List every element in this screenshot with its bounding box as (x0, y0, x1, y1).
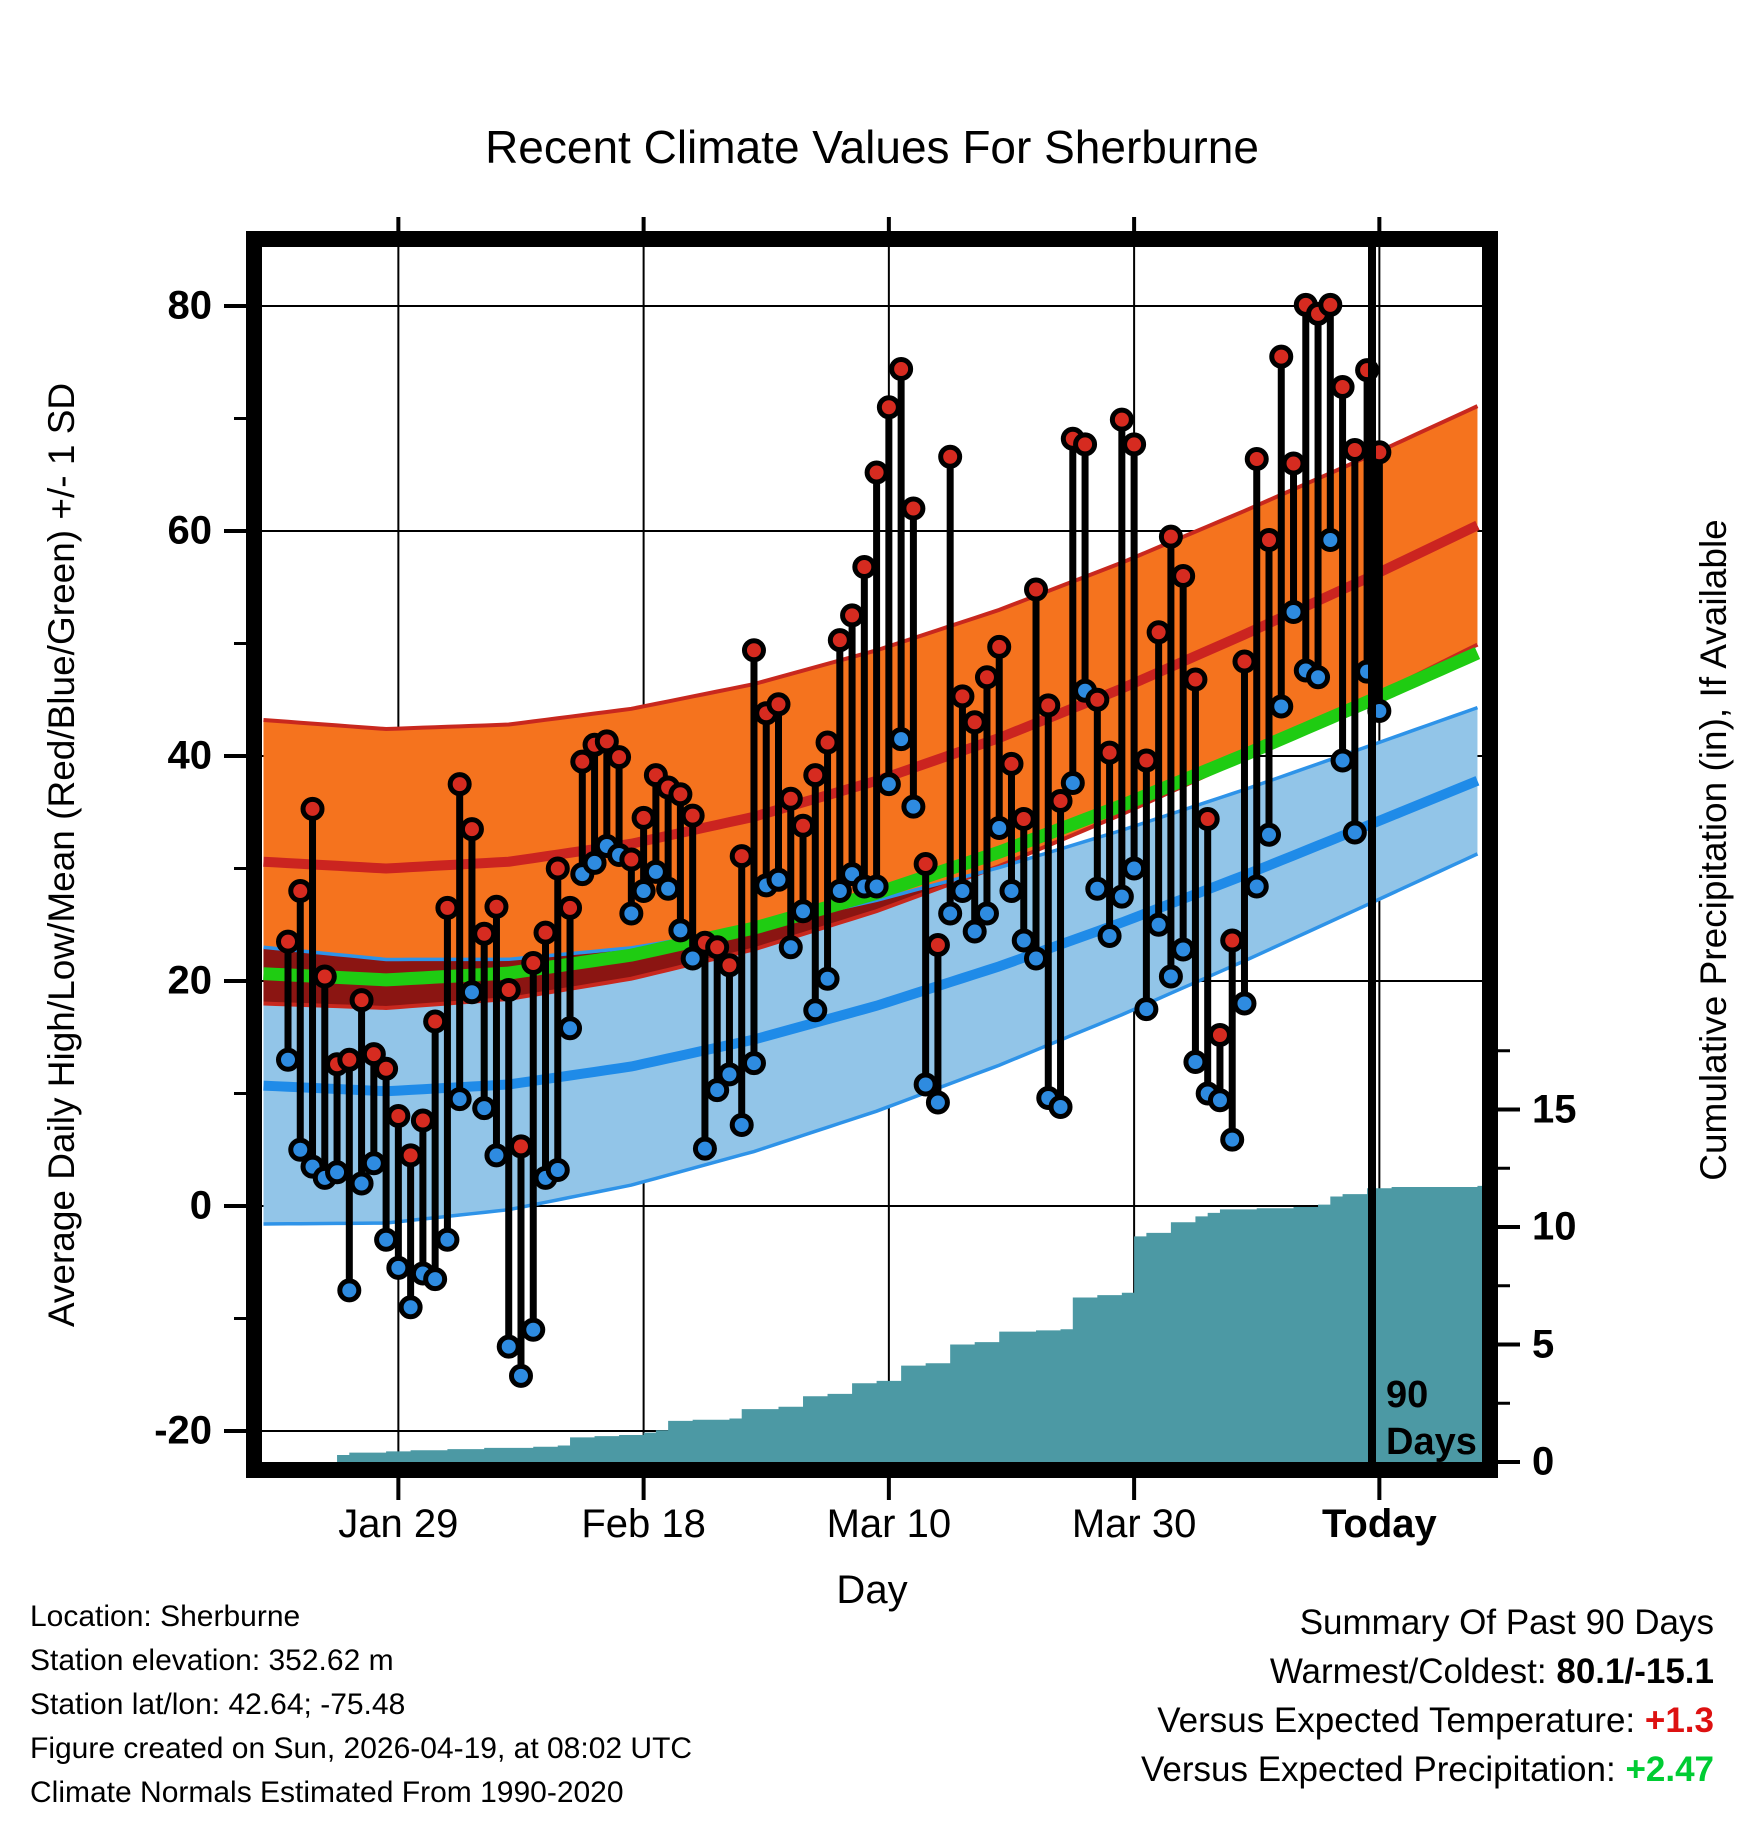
daily-high-dot (1186, 670, 1205, 689)
y-right-tick-label: 10 (1532, 1204, 1577, 1249)
daily-high-dot (389, 1107, 408, 1126)
daily-low-dot (340, 1281, 359, 1300)
daily-high-dot (732, 847, 751, 866)
daily-low-dot (720, 1065, 739, 1084)
daily-low-dot (941, 904, 960, 923)
daily-high-dot (1125, 435, 1144, 454)
warmest-coldest-label: Warmest/Coldest: (1269, 1652, 1547, 1691)
daily-high-dot (720, 956, 739, 975)
daily-high-dot (1174, 567, 1193, 586)
daily-high-dot (1321, 295, 1340, 314)
daily-high-dot (511, 1137, 530, 1156)
daily-high-dot (806, 766, 825, 785)
daily-low-dot (1223, 1130, 1242, 1149)
daily-low-dot (892, 730, 911, 749)
daily-high-dot (634, 808, 653, 827)
daily-high-dot (1137, 751, 1156, 770)
y-right-tick-label: 15 (1532, 1087, 1577, 1131)
x-tick-label: Mar 30 (1071, 1502, 1197, 1546)
daily-low-dot (389, 1258, 408, 1277)
daily-low-dot (1284, 603, 1303, 622)
daily-high-dot (941, 447, 960, 466)
summary-warmest-coldest (1141, 1647, 1714, 1696)
daily-high-dot (610, 748, 629, 767)
vs-temp-label: Versus Expected Temperature: (1157, 1701, 1636, 1740)
daily-high-dot (1014, 810, 1033, 829)
daily-high-dot (1027, 580, 1046, 599)
daily-high-dot (548, 859, 567, 878)
daily-low-dot (781, 938, 800, 957)
daily-low-dot (1149, 915, 1168, 934)
daily-high-dot (622, 850, 641, 869)
y-left-tick-label: 40 (167, 733, 212, 778)
daily-high-dot (1333, 378, 1352, 397)
daily-low-dot (426, 1270, 445, 1289)
daily-low-dot (279, 1050, 298, 1069)
daily-low-dot (794, 902, 813, 921)
daily-high-dot (1198, 810, 1217, 829)
daily-high-dot (426, 1012, 445, 1031)
y-left-tick-label: 60 (167, 508, 212, 553)
daily-high-dot (977, 668, 996, 687)
figure-created: Figure created on Sun, 2026-04-19, at 08:02 UTC (30, 1732, 693, 1765)
daily-low-dot (499, 1337, 518, 1356)
daily-low-dot (806, 1001, 825, 1020)
daily-high-dot (401, 1146, 420, 1165)
station-location: Location: Sherburne (30, 1600, 301, 1633)
daily-high-dot (499, 981, 518, 1000)
daily-high-dot (1161, 527, 1180, 546)
vs-precip-value: +2.47 (1625, 1750, 1714, 1789)
daily-low-dot (1063, 774, 1082, 793)
climate-normals-note: Climate Normals Estimated From 1990-2020 (30, 1776, 624, 1809)
daily-high-dot (1149, 623, 1168, 642)
daily-low-dot (475, 1099, 494, 1118)
x-tick-label: Mar 10 (826, 1502, 952, 1546)
daily-low-dot (744, 1054, 763, 1073)
daily-high-dot (340, 1050, 359, 1069)
y-left-tick-label: 0 (189, 1183, 212, 1228)
daily-high-dot (315, 967, 334, 986)
daily-low-dot (732, 1116, 751, 1135)
daily-low-dot (1174, 940, 1193, 959)
x-tick-label: Jan 29 (338, 1502, 459, 1546)
daily-low-dot (487, 1146, 506, 1165)
daily-low-dot (1260, 825, 1279, 844)
daily-low-dot (548, 1161, 567, 1180)
daily-high-dot (683, 806, 702, 825)
daily-high-dot (671, 785, 690, 804)
daily-low-dot (977, 904, 996, 923)
daily-high-dot (1002, 754, 1021, 773)
daily-high-dot (953, 687, 972, 706)
daily-low-dot (634, 882, 653, 901)
daily-low-dot (561, 1019, 580, 1038)
vs-temp-value: +1.3 (1644, 1701, 1714, 1740)
daily-high-dot (487, 897, 506, 916)
daily-low-dot (671, 921, 690, 940)
daily-low-dot (1186, 1053, 1205, 1072)
daily-high-dot (818, 733, 837, 752)
daily-high-dot (1284, 454, 1303, 473)
y-left-tick-label: 80 (167, 283, 212, 328)
y-right-tick-label: 0 (1532, 1439, 1555, 1484)
daily-low-dot (928, 1093, 947, 1112)
y-left-tick-label: 20 (167, 958, 212, 1003)
daily-low-dot (328, 1163, 347, 1182)
daily-low-dot (622, 904, 641, 923)
daily-high-dot (867, 463, 886, 482)
daily-low-dot (524, 1320, 543, 1339)
daily-high-dot (990, 637, 1009, 656)
daily-high-dot (475, 924, 494, 943)
daily-high-dot (1100, 743, 1119, 762)
daily-high-dot (892, 360, 911, 379)
daily-low-dot (1051, 1098, 1070, 1117)
daily-low-dot (1333, 751, 1352, 770)
daily-low-dot (377, 1230, 396, 1249)
daily-high-dot (830, 631, 849, 650)
daily-low-dot (965, 922, 984, 941)
daily-low-dot (1125, 859, 1144, 878)
daily-low-dot (1235, 994, 1254, 1013)
daily-low-dot (1272, 697, 1291, 716)
daily-high-dot (781, 789, 800, 808)
daily-high-dot (843, 606, 862, 625)
daily-low-dot (364, 1154, 383, 1173)
ninety-days-annotation: 90 Days (1386, 1374, 1477, 1463)
daily-high-dot (1210, 1026, 1229, 1045)
daily-low-dot (1014, 931, 1033, 950)
daily-high-dot (1088, 690, 1107, 709)
daily-high-dot (879, 398, 898, 417)
daily-low-dot (1161, 967, 1180, 986)
daily-high-dot (1223, 931, 1242, 950)
y-axis-right-label: Cumulative Precipitation (in), If Available (1693, 519, 1734, 1181)
daily-low-dot (953, 882, 972, 901)
station-latlon: Station lat/lon: 42.64; -75.48 (30, 1688, 406, 1721)
daily-high-dot (1076, 435, 1095, 454)
daily-high-dot (377, 1059, 396, 1078)
daily-high-dot (794, 816, 813, 835)
daily-low-dot (990, 819, 1009, 838)
daily-low-dot (438, 1230, 457, 1249)
daily-high-dot (1039, 696, 1058, 715)
station-elevation: Station elevation: 352.62 m (30, 1644, 394, 1677)
y-left-tick-label: -20 (154, 1408, 212, 1453)
daily-low-dot (867, 877, 886, 896)
daily-low-dot (1027, 949, 1046, 968)
daily-low-dot (916, 1075, 935, 1094)
x-axis-label: Day (836, 1568, 908, 1612)
daily-low-dot (1088, 879, 1107, 898)
page-title: Recent Climate Values For Sherburne (485, 121, 1259, 173)
daily-low-dot (1309, 668, 1328, 687)
station-info-block (30, 1595, 692, 1815)
daily-low-dot (818, 969, 837, 988)
summary-vs-precipitation (1141, 1745, 1714, 1794)
daily-high-dot (462, 820, 481, 839)
daily-high-dot (413, 1111, 432, 1130)
daily-high-dot (303, 799, 322, 818)
daily-high-dot (904, 499, 923, 518)
daily-high-dot (279, 932, 298, 951)
daily-high-dot (1051, 792, 1070, 811)
daily-low-dot (879, 775, 898, 794)
warmest-coldest-value: 80.1/-15.1 (1556, 1652, 1714, 1691)
daily-low-dot (401, 1298, 420, 1317)
daily-high-dot (708, 938, 727, 957)
daily-low-dot (1002, 882, 1021, 901)
daily-high-dot (450, 775, 469, 794)
daily-high-dot (1260, 531, 1279, 550)
daily-high-dot (1247, 450, 1266, 469)
summary-heading: Summary Of Past 90 Days (1299, 1603, 1714, 1642)
y-right-tick-label: 5 (1532, 1322, 1555, 1366)
daily-low-dot (1345, 823, 1364, 842)
daily-high-dot (1235, 652, 1254, 671)
daily-high-dot (1345, 441, 1364, 460)
summary-vs-temperature (1141, 1696, 1714, 1745)
daily-high-dot (965, 713, 984, 732)
daily-high-dot (916, 855, 935, 874)
daily-high-dot (524, 954, 543, 973)
daily-low-dot (1137, 1000, 1156, 1019)
daily-low-dot (462, 983, 481, 1002)
daily-low-dot (769, 870, 788, 889)
daily-high-dot (855, 558, 874, 577)
vs-precip-label: Versus Expected Precipitation: (1140, 1750, 1616, 1789)
daily-low-dot (450, 1090, 469, 1109)
summary-block (1141, 1598, 1714, 1794)
x-tick-label: Feb 18 (581, 1502, 706, 1546)
daily-high-dot (744, 641, 763, 660)
daily-low-dot (1247, 877, 1266, 896)
daily-high-dot (1272, 347, 1291, 366)
daily-low-dot (1321, 531, 1340, 550)
daily-high-dot (352, 991, 371, 1010)
daily-low-dot (904, 797, 923, 816)
daily-low-dot (511, 1366, 530, 1385)
daily-low-dot (1100, 927, 1119, 946)
daily-low-dot (1112, 887, 1131, 906)
daily-high-dot (1112, 410, 1131, 429)
daily-low-dot (1210, 1091, 1229, 1110)
daily-high-dot (291, 882, 310, 901)
daily-high-dot (769, 695, 788, 714)
daily-high-dot (536, 923, 555, 942)
x-tick-label: Today (1321, 1502, 1437, 1546)
daily-high-dot (438, 898, 457, 917)
daily-low-dot (352, 1174, 371, 1193)
daily-low-dot (659, 879, 678, 898)
daily-high-dot (928, 936, 947, 955)
daily-high-dot (561, 898, 580, 917)
daily-low-dot (695, 1139, 714, 1158)
y-axis-left-label: Average Daily High/Low/Mean (Red/Blue/Green) +/- 1 SD (41, 382, 82, 1328)
